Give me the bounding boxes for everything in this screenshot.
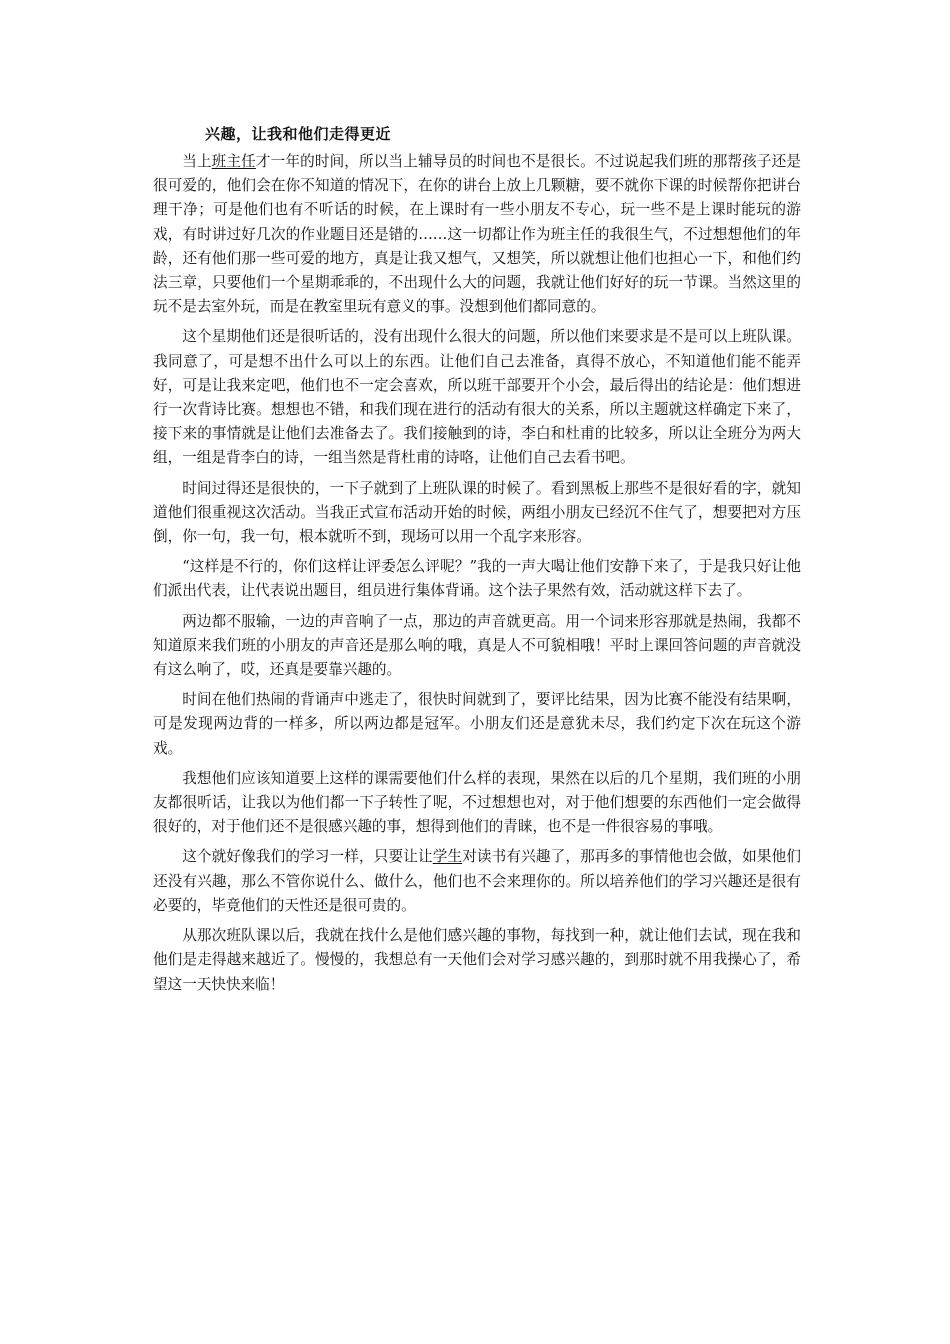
paragraph-8-text-a: 这个就好像我们的学习一样，只要让让 — [182, 848, 433, 866]
paragraph-8-text-b: 对读书有兴趣了，那再多的事情他也会做，如果他们还没有兴趣，那么不管你说什么、做什么，他们也不会来理你的。所以培养他们的学习兴趣还是很有必要的，毕竟他们的天性还是很可贵的。 — [153, 848, 801, 914]
paragraph-9-text: 从那次班队课以后，我就在找什么是他们感兴趣的事物，每找到一种，就让他们去试，现在我和他们是走得越来越近了。慢慢的，我想总有一天他们会对学习感兴趣的，到那时就不用我操心了，希望这一天快快来临！ — [153, 927, 801, 993]
paragraph-5-text: 两边都不服输，一边的声音响了一点，那边的声音就更高。用一个词来形容那就是热闹，我都不知道原来我们班的小朋友的声音还是那么响的哦，真是人不可貌相哦！平时上课回答问题的声音就没有这么响了，哎，还真是要靠兴趣的。 — [153, 612, 801, 679]
paragraph-9 — [153, 924, 801, 997]
paragraph-4 — [153, 555, 801, 603]
paragraph-2 — [153, 325, 801, 470]
document-body — [153, 122, 801, 1003]
document-title: 兴趣，让我和他们走得更近 — [205, 125, 392, 143]
paragraph-1-text-a: 当上 — [182, 153, 212, 170]
paragraph-8 — [153, 845, 801, 918]
paragraph-3 — [153, 477, 801, 550]
link-class-teacher[interactable]: 班主任 — [211, 153, 256, 170]
paragraph-4-text: “这样是不行的，你们这样让评委怎么评呢？”我的一声大喝让他们安静下来了，于是我只好让他们派出代表，让代表说出题目，组员进行集体背诵。这个法子果然有效，活动就这样下去了。 — [153, 558, 801, 600]
link-student[interactable]: 学生 — [432, 848, 463, 866]
paragraph-2-text: 这个星期他们还是很听话的，没有出现什么很大的问题，所以他们来要求是不是可以上班队课。我同意了，可是想不出什么可以上的东西。让他们自己去准备，真得不放心，不知道他们能不能弄好，可是让我来定吧，他们也不一定会喜欢，所以班干部要开个小会，最后得出的结论是：他们想进行一次背诗比赛。想想也不错，和我们现在进行的活动有很大的关系，所以主题就这样确定下来了，接下来的事情就是让他们去准备去了。我们接触到的诗，李白和杜甫的比较多，所以让全班分为两大组，一组是背李白的诗，一组当然是背杜甫的诗咯，让他们自己去看书吧。 — [153, 328, 801, 467]
paragraph-7 — [153, 767, 801, 840]
paragraph-1-text-b: 才一年的时间，所以当上辅导员的时间也不是很长。不过说起我们班的那帮孩子还是很可爱的，他们会在你不知道的情况下，在你的讲台上放上几颗糖，要不就你下课的时候帮你把讲台理干净；可是他们也有不听话的时候，在上课时有一些小朋友不专心，玩一些不是上课时能玩的游戏，有时讲过好几次的作业题目还是错的……这一切都让作为班主任的我很生气，不过想想他们的年龄，还有他们那一些可爱的地方，真是让我又想气，又想笑，所以就想让他们也担心一下，和他们约法三章，只要他们一个星期乖乖的，不出现什么大的问题，我就让他们好好的玩一节课。当然这里的玩不是去室外玩，而是在教室里玩有意义的事。没想到他们都同意的。 — [153, 153, 801, 316]
paragraph-1 — [153, 150, 801, 319]
paragraph-3-text: 时间过得还是很快的，一下子就到了上班队课的时候了。看到黑板上那些不是很好看的字，就知道他们很重视这次活动。当我正式宣布活动开始的时候，两组小朋友已经沉不住气了，想要把对方压倒，你一句，我一句，根本就听不到，现场可以用一个乱字来形容。 — [153, 479, 801, 546]
paragraph-6-text: 时间在他们热闹的背诵声中逃走了，很快时间就到了，要评比结果，因为比赛不能没有结果啊，可是发现两边背的一样多，所以两边都是冠军。小朋友们还是意犹未尽，我们约定下次在玩这个游戏。 — [153, 691, 801, 757]
paragraph-7-text: 我想他们应该知道要上这样的课需要他们什么样的表现，果然在以后的几个星期，我们班的小朋友都很听话，让我以为他们都一下子转性了呢，不过想想也对，对于他们想要的东西他们一定会做得很好的，对于他们还不是很感兴趣的事，想得到他们的青睐，也不是一件很容易的事哦。 — [153, 769, 801, 836]
paragraph-6 — [153, 688, 801, 761]
paragraph-5 — [153, 610, 801, 683]
